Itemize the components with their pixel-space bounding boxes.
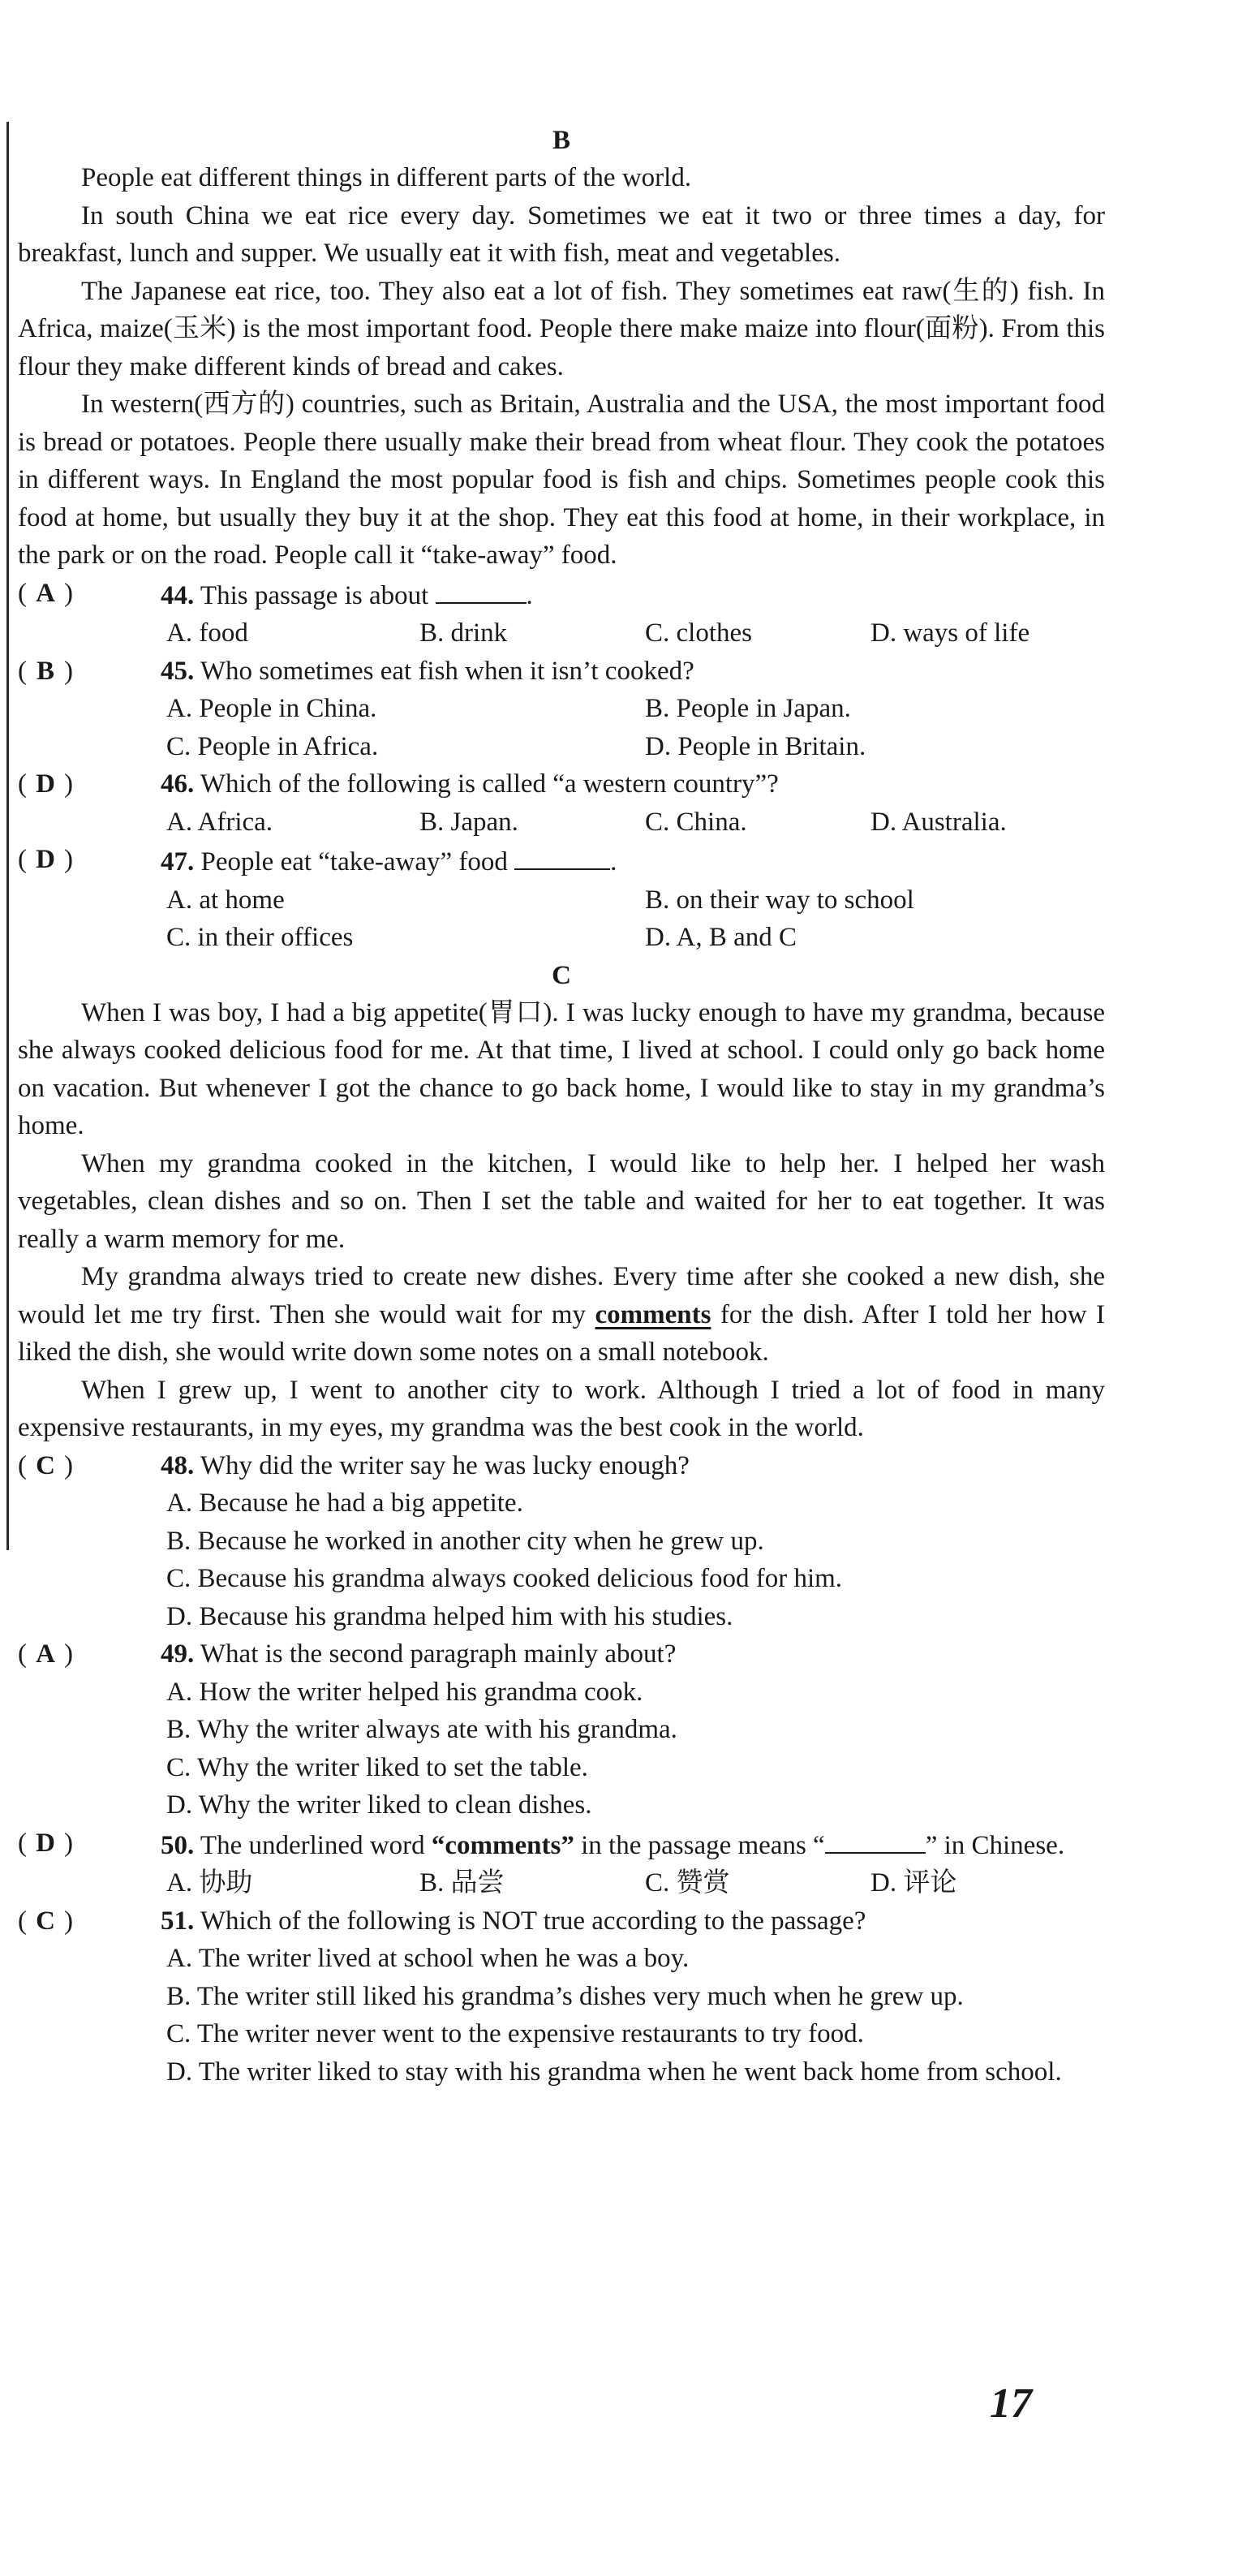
question-number: 44. (161, 580, 195, 610)
underlined-word: comments (595, 1299, 711, 1329)
answer-blank[interactable] (825, 1824, 926, 1854)
option-a[interactable]: A. People in China. (166, 694, 377, 723)
passage-b-paragraph-3: The Japanese eat rice, too. They also eat a lot of fish. They sometimes eat raw(生的) fish. In Africa, maize(玉米) is the most important food. People there make maize into flour(面粉). From this flour they make different kinds of bread and cakes. (18, 276, 1105, 381)
question-text: What is the second paragraph mainly about? (200, 1639, 677, 1669)
option-b[interactable]: B. Why the writer always ate with his grandma. (166, 1715, 677, 1744)
option-b[interactable]: B. People in Japan. (645, 694, 851, 723)
option-c[interactable]: C. Because his grandma always cooked delicious food for him. (166, 1564, 843, 1593)
question-number: 51. (161, 1906, 195, 1936)
option-d[interactable]: D. The writer liked to stay with his grandma when he went back home from school. (166, 2057, 1062, 2087)
option-c[interactable]: C. People in Africa. (166, 731, 379, 761)
passage-b-paragraph-1: People eat different things in different parts of the world. (81, 163, 692, 192)
question-46 (18, 765, 1105, 803)
question-tail: . (526, 580, 533, 610)
option-c[interactable]: C. China. (645, 807, 747, 837)
answer-letter: A (36, 1639, 55, 1669)
option-c[interactable]: C. clothes (645, 618, 752, 648)
q47-options-row-2 (18, 919, 1105, 957)
answer-box: ( B ) (18, 653, 91, 691)
answer-blank[interactable] (514, 841, 610, 870)
question-text: in the passage means “ (581, 1830, 825, 1860)
passage-c-paragraph-3 (18, 1258, 1105, 1372)
option-a[interactable]: A. The writer lived at school when he was a boy. (166, 1944, 690, 1973)
option-b[interactable]: B. 品尝 (419, 1868, 505, 1898)
option-b[interactable]: B. drink (419, 618, 508, 648)
q50-options (18, 1864, 1105, 1902)
question-text: Which of the following is NOT true according to the passage? (200, 1906, 866, 1936)
answer-letter: D (36, 769, 55, 799)
answer-letter: C (36, 1450, 55, 1480)
option-d[interactable]: D. Why the writer liked to clean dishes. (166, 1790, 592, 1820)
passage-c-paragraph-2: When my grandma cooked in the kitchen, I would like to help her. I helped her wash vegetables, clean dishes and so on. Then I set the table and waited for her to eat together. It was really a warm memory for me. (18, 1148, 1105, 1254)
passage-c-paragraph-4: When I grew up, I went to another city to work. Although I tried a lot of food in many expensive restaurants, in my eyes, my grandma was the best cook in the world. (18, 1375, 1105, 1442)
question-text: The underlined word (200, 1830, 425, 1860)
question-51 (18, 1902, 1105, 1941)
option-d[interactable]: D. A, B and C (645, 923, 797, 952)
question-text: People eat “take-away” food (200, 847, 508, 877)
option-b[interactable]: B. Japan. (419, 807, 518, 837)
option-c[interactable]: C. 赞赏 (645, 1868, 730, 1898)
option-a[interactable]: A. 协助 (166, 1868, 253, 1898)
q45-options-row-2 (18, 728, 1105, 766)
option-b[interactable]: B. Because he worked in another city when he grew up. (166, 1526, 764, 1556)
option-b[interactable]: B. on their way to school (645, 885, 914, 915)
question-text: Which of the following is called “a western country”? (200, 769, 779, 799)
question-49 (18, 1635, 1105, 1674)
answer-box: ( D ) (18, 765, 91, 803)
option-a[interactable]: A. at home (166, 885, 285, 915)
answer-blank[interactable] (436, 575, 527, 604)
question-number: 47. (161, 847, 195, 877)
question-text: Why did the writer say he was lucky enough? (200, 1450, 690, 1480)
question-number: 50. (161, 1830, 195, 1860)
option-a[interactable]: A. food (166, 618, 248, 648)
option-d[interactable]: D. 评论 (870, 1868, 957, 1898)
answer-box: ( C ) (18, 1447, 91, 1485)
answer-letter: D (36, 1828, 55, 1858)
question-48 (18, 1447, 1105, 1485)
question-44 (18, 575, 1105, 615)
question-number: 46. (161, 769, 195, 799)
section-c-title: C (552, 960, 571, 990)
worksheet-page (18, 122, 1105, 2091)
option-b[interactable]: B. The writer still liked his grandma’s dishes very much when he grew up. (166, 1981, 964, 2011)
answer-letter: A (36, 578, 55, 608)
keyword: “comments” (431, 1830, 574, 1860)
answer-letter: D (36, 845, 55, 874)
option-d[interactable]: D. Because his grandma helped him with his studies. (166, 1601, 733, 1631)
option-a[interactable]: A. Africa. (166, 807, 273, 837)
option-a[interactable]: A. How the writer helped his grandma cook. (166, 1677, 643, 1707)
q47-options-row-1 (18, 881, 1105, 920)
question-number: 45. (161, 656, 195, 686)
question-text: This passage is about (200, 580, 429, 610)
option-d[interactable]: D. People in Britain. (645, 731, 866, 761)
option-c[interactable]: C. Why the writer liked to set the table. (166, 1752, 588, 1782)
page-number: 17 (990, 2380, 1032, 2427)
question-text: Who sometimes eat fish when it isn’t cooked? (200, 656, 694, 686)
question-number: 49. (161, 1639, 195, 1669)
option-d[interactable]: D. ways of life (870, 618, 1030, 648)
answer-box: ( C ) (18, 1902, 91, 1941)
answer-letter: C (36, 1906, 55, 1936)
passage-c-paragraph-1: When I was boy, I had a big appetite(胃口). I was lucky enough to have my grandma, because she always cooked delicious food for me. At that time, I lived at school. I could only go back home on vacation. But whenever I got the chance to go back home, I would like to stay in my grandma’s home. (18, 997, 1105, 1140)
q46-options (18, 803, 1105, 842)
left-margin-rule (6, 122, 9, 1550)
passage-b-paragraph-2: In south China we eat rice every day. Sometimes we eat it two or three times a day, for breakfast, lunch and supper. We usually eat it with fish, meat and vegetables. (18, 200, 1105, 268)
section-b-title: B (552, 126, 570, 155)
passage-b-paragraph-4: In western(西方的) countries, such as Britain, Australia and the USA, the most important food is bread or potatoes. People there usually make their bread from wheat flour. They cook the potatoes in different ways. In England the most popular food is fish and chips. Sometimes people cook this food at home, but usually they buy it at the shop. They eat this food at home, in their workplace, in the park or on the road. People call it “take-away” food. (18, 390, 1105, 570)
question-47 (18, 841, 1105, 881)
question-45 (18, 653, 1105, 691)
option-a[interactable]: A. Because he had a big appetite. (166, 1488, 523, 1518)
question-number: 48. (161, 1450, 195, 1480)
answer-box: ( A ) (18, 575, 91, 613)
paragraph-text: for the dish. After I told her how I liked the dish, she would write down some notes on a small notebook. (18, 1299, 1106, 1367)
paragraph-text: My grandma always tried to create new dishes. Every time after she cooked a new dish, she would let me try first. Then she would wait for my (18, 1262, 1105, 1329)
option-c[interactable]: C. in their offices (166, 923, 354, 952)
question-text: ” in Chinese. (925, 1830, 1065, 1860)
q45-options-row-1 (18, 690, 1105, 728)
option-c[interactable]: C. The writer never went to the expensive restaurants to try food. (166, 2019, 864, 2048)
answer-box: ( D ) (18, 841, 91, 879)
answer-box: ( D ) (18, 1824, 91, 1863)
q44-options (18, 614, 1105, 653)
answer-box: ( A ) (18, 1635, 91, 1674)
question-tail: . (610, 847, 617, 877)
question-50 (18, 1824, 1105, 1865)
option-d[interactable]: D. Australia. (870, 807, 1007, 837)
answer-letter: B (36, 656, 54, 686)
